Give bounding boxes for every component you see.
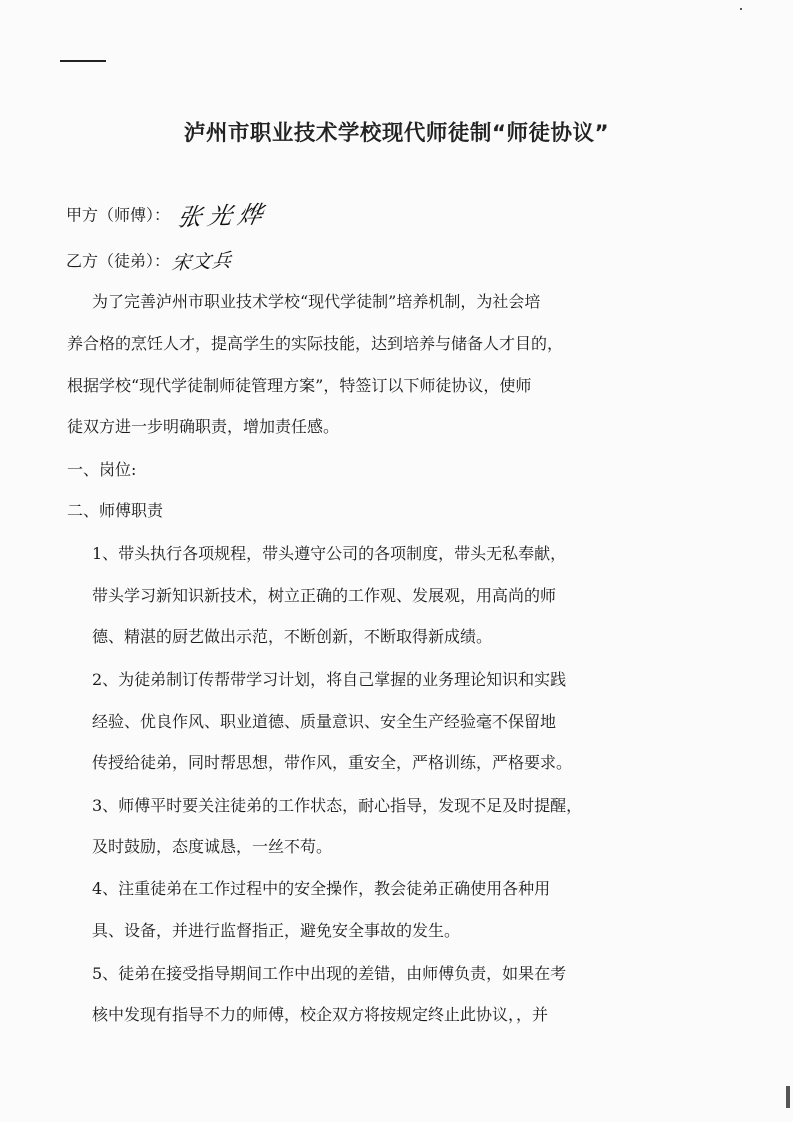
- intro-line: 养合格的烹饪人才，提高学生的实际技能，达到培养与储备人才目的，: [67, 334, 564, 353]
- party-b-label: 乙方（徒弟）：: [66, 251, 171, 271]
- document-title: 泸州市职业技术学校现代师徒制“师徒协议”: [183, 121, 610, 146]
- clause-line: 带头学习新知识新技术，树立正确的工作观、发展观，用高尚的师: [92, 586, 557, 605]
- clause-line: 4、注重徒弟在工作过程中的安全操作，教会徒弟正确使用各种用: [92, 879, 551, 898]
- clause-line: 2、为徒弟制订传帮带学习计划，将自己掌握的业务理论知识和实践: [92, 670, 567, 689]
- clause-line: 德、精湛的厨艺做出示范，不断创新，不断取得新成绩。: [92, 627, 493, 646]
- party-b-signature: 宋文兵: [170, 248, 234, 275]
- intro-line: 徒双方进一步明确职责，增加责任感。: [67, 417, 340, 436]
- clause-line: 1、带头执行各项规程，带头遵守公司的各项制度，带头无私奉献，: [92, 544, 567, 563]
- party-a-row: [66, 199, 271, 232]
- clause-line: 3、师傅平时要关注徒弟的工作状态，耐心指导，发现不足及时提醒，: [92, 796, 583, 815]
- intro-line: 为了完善泸州市职业技术学校“现代学徒制”培养机制，为社会培: [92, 292, 541, 311]
- clause-line: 经验、优良作风、职业道德、质量意识、安全生产经验毫不保留地: [92, 712, 557, 731]
- clause-line: 具、设备，并进行监督指正，避免安全事故的发生。: [92, 921, 461, 940]
- top-rule-mark: [60, 60, 106, 62]
- clause-line: 及时鼓励，态度诚恳，一丝不苟。: [92, 837, 333, 856]
- scan-edge-mark: [786, 1086, 790, 1108]
- clause-line: 5、徒弟在接受指导期间工作中出现的差错，由师傅负责，如果在考: [92, 964, 567, 983]
- intro-line: 根据学校“现代学徒制师徒管理方案”，特签订以下师徒协议，使师: [67, 376, 532, 395]
- scan-speck: [740, 8, 742, 10]
- section-heading-mentor-duties: 二、师傅职责: [67, 501, 164, 520]
- clause-line: 传授给徒弟，同时帮思想，带作风，重安全，严格训练，严格要求。: [92, 753, 573, 772]
- party-a-label: 甲方（师傅）：: [66, 205, 171, 225]
- party-a-signature: 张光烨: [175, 199, 271, 232]
- clause-line: 核中发现有指导不力的师傅，校企双方将按规定终止此协议，，并: [92, 1005, 549, 1024]
- party-b-row: [66, 246, 232, 276]
- section-heading-position: 一、岗位:: [67, 460, 137, 479]
